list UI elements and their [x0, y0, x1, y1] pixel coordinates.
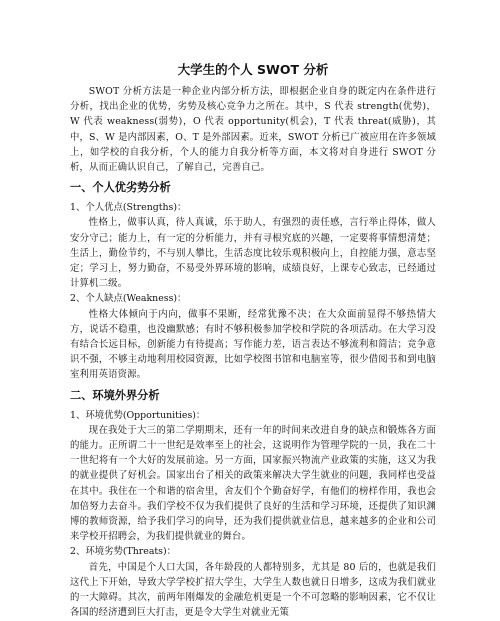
- intro-paragraph: SWOT 分析方法是一种企业内部分析方法，即根据企业自身的既定内在条件进行分析，找出企业的优势，劣势及核心竞争力之所在。其中，S 代表 strength(优势)，W 代表 weakness(弱势)，O 代表 opportunity(机会)，T 代表 threat(威胁)，其中，S、W 是内部因素，O、T 是外部因素。近来，SWOT 分析已广被应用在许多领域上，如学校的自我分析，个人的能力自我分析等方面，本文将对自身进行 SWOT 分析，从而正确认识自己，了解自己，完善自己。: [70, 86, 436, 174]
- section-heading-1: 一、个人优劣势分析: [70, 181, 171, 195]
- subheading-opportunities: 1、环境优势(Opportunities)：: [70, 409, 206, 421]
- subheading-strengths: 1、个人优点(Strengths)：: [70, 202, 187, 214]
- section-heading-2: 二、环境外界分析: [70, 388, 160, 402]
- weakness-paragraph: 性格大体倾向于内向，做事不果断，经常犹豫不决；在大众面前显得不够热情大方，说话不稳重，也没幽默感；有时不够积极参加学校和学院的各项活动。在大学习没有结合长远目标，创新能力有待提高；写作能力差，语言表达不够流利和简洁；竞争意识不强，不够主动地利用校园资源，比如学校图书馆和电脑室等，很少借阅书和到电脑室利用英语资源。: [70, 308, 436, 381]
- document-page: [70, 62, 436, 621]
- document-title: 大学生的个人 SWOT 分析: [177, 62, 329, 77]
- subheading-threats: 2、环境劣势(Threats)：: [70, 546, 177, 558]
- strengths-paragraph: 性格上，做事认真，待人真诚，乐于助人，有强烈的责任感，言行举止得体，做人安分守己；能力上，有一定的分析能力，并有寻根究底的兴趣，一定要将事情想清楚；生活上，勤俭节约，不与别人攀比，生活态度比较乐观积极向上，自控能力强，意志坚定；学习上，努力勤奋，不易受外界环境的影响，成绩良好，上课专心致志，已经通过计算机二级。: [70, 217, 436, 290]
- opportunities-paragraph: 现在我处于大三的第二学期期末，还有一年的时间来改进自身的缺点和锻炼各方面的能力。正所谓二十一世纪是效率至上的社会，这说明作为管理学院的一员，我在二十一世纪将有一个大好的发展前途。另一方面，国家振兴物流产业政策的实施，这又为我的就业提供了好机会。国家出台了相关的政策来解决大学生就业的问题，我同样也受益在其中。我住在一个和谐的宿舍里，舍友们个个勤奋好学，有他们的榜样作用，我也会加倍努力去奋斗。我们学校不仅为我们提供了良好的生活和学习环境，还提供了知识渊博的教师资源，给予我们学习的向导，还为我们提供就业信息，越来越多的企业和公司来学校开招聘会，为我们提供就业的舞台。: [70, 424, 436, 543]
- subheading-weakness: 2、个人缺点(Weakness)：: [70, 293, 187, 305]
- threats-paragraph: 首先，中国是个人口大国，各年龄段的人都特别多，尤其是 80 后的，也就是我们这代上下开始，导致大学学校扩招大学生，大学生人数也就日日增多，这成为我们就业的一大障碍。其次，前两年刚爆发的金融危机更是一个不可忽略的影响因素，它不仅让各国的经济遭到巨大打击，更是令大学生对就业无策: [70, 561, 436, 619]
